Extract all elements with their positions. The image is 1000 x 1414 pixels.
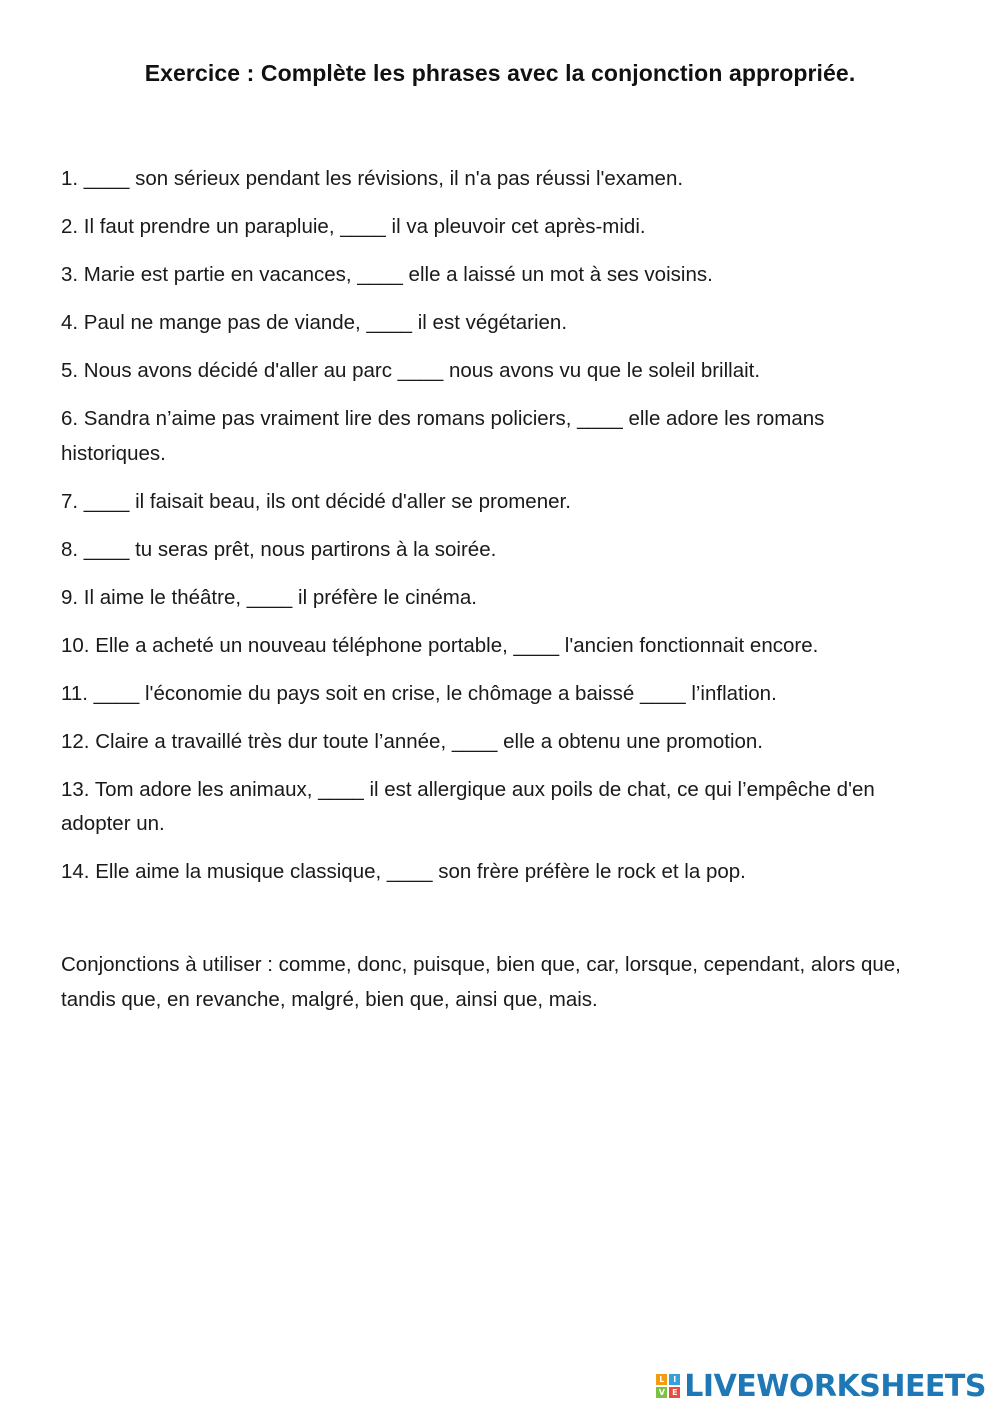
page-title: Exercice : Complète les phrases avec la conjonction appropriée. [144,60,856,86]
question-item: 7. ____ il faisait beau, ils ont décidé d'aller se promener. [61,489,571,513]
logo-mark-letter: V [656,1387,667,1398]
question-item: 6. Sandra n’aime pas vraiment lire des romans policiers, ____ elle adore les romans historiques. [61,407,825,465]
logo-mark-letter: L [656,1374,667,1385]
question-item: 1. ____ son sérieux pendant les révisions, il n'a pas réussi l'examen. [61,167,684,190]
question-item: 11. ____ l'économie du pays soit en crise, le chômage a baissé ____ l’inflation. [61,681,777,705]
question-item: 4. Paul ne mange pas de viande, ____ il est végétarien. [61,311,568,334]
question-list [61,162,931,903]
logo-mark-letter: I [669,1374,680,1385]
liveworksheets-logo-icon [656,1374,680,1398]
question-item: 2. Il faut prendre un parapluie, ____ il va pleuvoir cet après-midi. [61,215,646,238]
question-item: 9. Il aime le théâtre, ____ il préfère le cinéma. [61,585,477,609]
question-item: 10. Elle a acheté un nouveau téléphone portable, ____ l'ancien fonctionnait encore. [61,633,819,657]
liveworksheets-logo[interactable] [656,1366,986,1406]
question-item: 13. Tom adore les animaux, ____ il est allergique aux poils de chat, ce qui l’empêche d'en adopter un. [61,777,875,835]
conjunctions-list: Conjonctions à utiliser : comme, donc, puisque, bien que, car, lorsque, cependant, alors que, tandis que, en revanche, malgré, bien que, ainsi que, mais. [61,953,901,1011]
logo-text: LIVEWORKSHEETS [684,1368,986,1404]
question-item: 5. Nous avons décidé d'aller au parc ____ nous avons vu que le soleil brillait. [61,359,761,382]
logo-mark-letter: E [669,1387,680,1398]
question-item: 3. Marie est partie en vacances, ____ elle a laissé un mot à ses voisins. [61,263,713,286]
question-item: 8. ____ tu seras prêt, nous partirons à la soirée. [61,537,497,561]
question-item: 14. Elle aime la musique classique, ____ son frère préfère le rock et la pop. [61,860,746,883]
question-item: 12. Claire a travaillé très dur toute l’année, ____ elle a obtenu une promotion. [61,729,764,753]
